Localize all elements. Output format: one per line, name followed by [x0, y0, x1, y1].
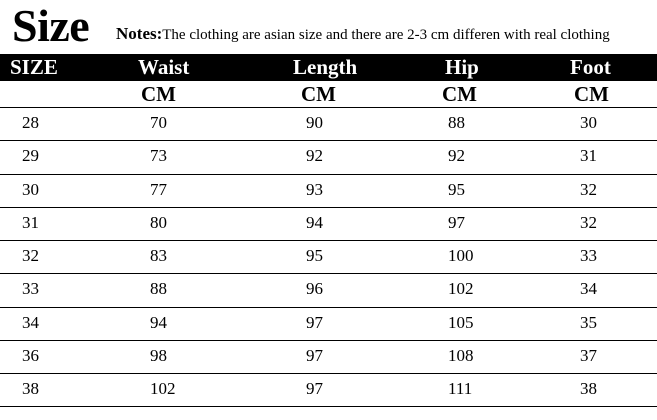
cell-foot: 34 — [580, 279, 597, 299]
cell-foot: 37 — [580, 346, 597, 366]
table-row — [0, 107, 657, 140]
cell-waist: 83 — [150, 246, 167, 266]
unit-waist: CM — [141, 82, 176, 106]
table-row — [0, 307, 657, 340]
cell-waist: 98 — [150, 346, 167, 366]
cell-foot: 38 — [580, 379, 597, 399]
cell-hip: 102 — [448, 279, 474, 299]
unit-hip: CM — [442, 82, 477, 106]
header-length: Length — [293, 55, 358, 79]
cell-length: 97 — [306, 379, 323, 399]
cell-foot: 33 — [580, 246, 597, 266]
unit-length: CM — [301, 82, 336, 106]
header-size: SIZE — [10, 55, 58, 79]
cell-size: 31 — [22, 212, 39, 232]
cell-foot: 31 — [580, 146, 597, 166]
table-row — [0, 340, 657, 373]
cell-waist: 73 — [150, 146, 167, 166]
header-hip: Hip — [445, 55, 479, 79]
cell-waist: 77 — [150, 179, 167, 199]
size-table-header — [0, 54, 657, 81]
cell-size: 29 — [22, 146, 39, 166]
cell-hip: 108 — [448, 346, 474, 366]
cell-waist: 94 — [150, 312, 167, 332]
cell-waist: 70 — [150, 113, 167, 132]
table-row — [0, 273, 657, 306]
header-waist: Waist — [138, 55, 190, 79]
notes-text: The clothing are asian size and there are 2-3 cm differen with real clothing — [162, 27, 610, 43]
cell-length: 93 — [306, 179, 323, 199]
cell-length: 97 — [306, 312, 323, 332]
cell-waist: 80 — [150, 212, 167, 232]
cell-size: 38 — [22, 379, 39, 399]
table-row — [0, 240, 657, 273]
cell-foot: 35 — [580, 312, 597, 332]
cell-size: 34 — [22, 312, 39, 332]
cell-length: 95 — [306, 246, 323, 266]
cell-length: 94 — [306, 212, 323, 232]
cell-length: 90 — [306, 113, 323, 132]
table-row — [0, 174, 657, 207]
cell-size: 28 — [22, 113, 39, 132]
cell-length: 92 — [306, 146, 323, 166]
unit-row — [0, 81, 657, 107]
cell-length: 97 — [306, 346, 323, 366]
size-table-body — [0, 107, 657, 407]
cell-foot: 32 — [580, 212, 597, 232]
cell-length: 96 — [306, 279, 323, 299]
cell-waist: 102 — [150, 379, 176, 399]
cell-hip: 95 — [448, 179, 465, 199]
cell-size: 32 — [22, 246, 39, 266]
notes-label: Notes: — [116, 24, 163, 43]
cell-hip: 88 — [448, 113, 465, 132]
table-row — [0, 140, 657, 173]
page-title: Size — [12, 0, 90, 51]
size-notes — [116, 24, 610, 45]
table-row — [0, 373, 657, 406]
cell-foot: 32 — [580, 179, 597, 199]
cell-waist: 88 — [150, 279, 167, 299]
cell-hip: 111 — [448, 379, 473, 399]
cell-size: 30 — [22, 179, 39, 199]
table-row — [0, 207, 657, 240]
cell-size: 36 — [22, 346, 39, 366]
cell-hip: 100 — [448, 246, 474, 266]
cell-hip: 105 — [448, 312, 474, 332]
cell-foot: 30 — [580, 113, 597, 132]
unit-foot: CM — [574, 82, 609, 106]
cell-hip: 92 — [448, 146, 465, 166]
cell-hip: 97 — [448, 212, 465, 232]
cell-size: 33 — [22, 279, 39, 299]
header-foot: Foot — [570, 55, 611, 79]
